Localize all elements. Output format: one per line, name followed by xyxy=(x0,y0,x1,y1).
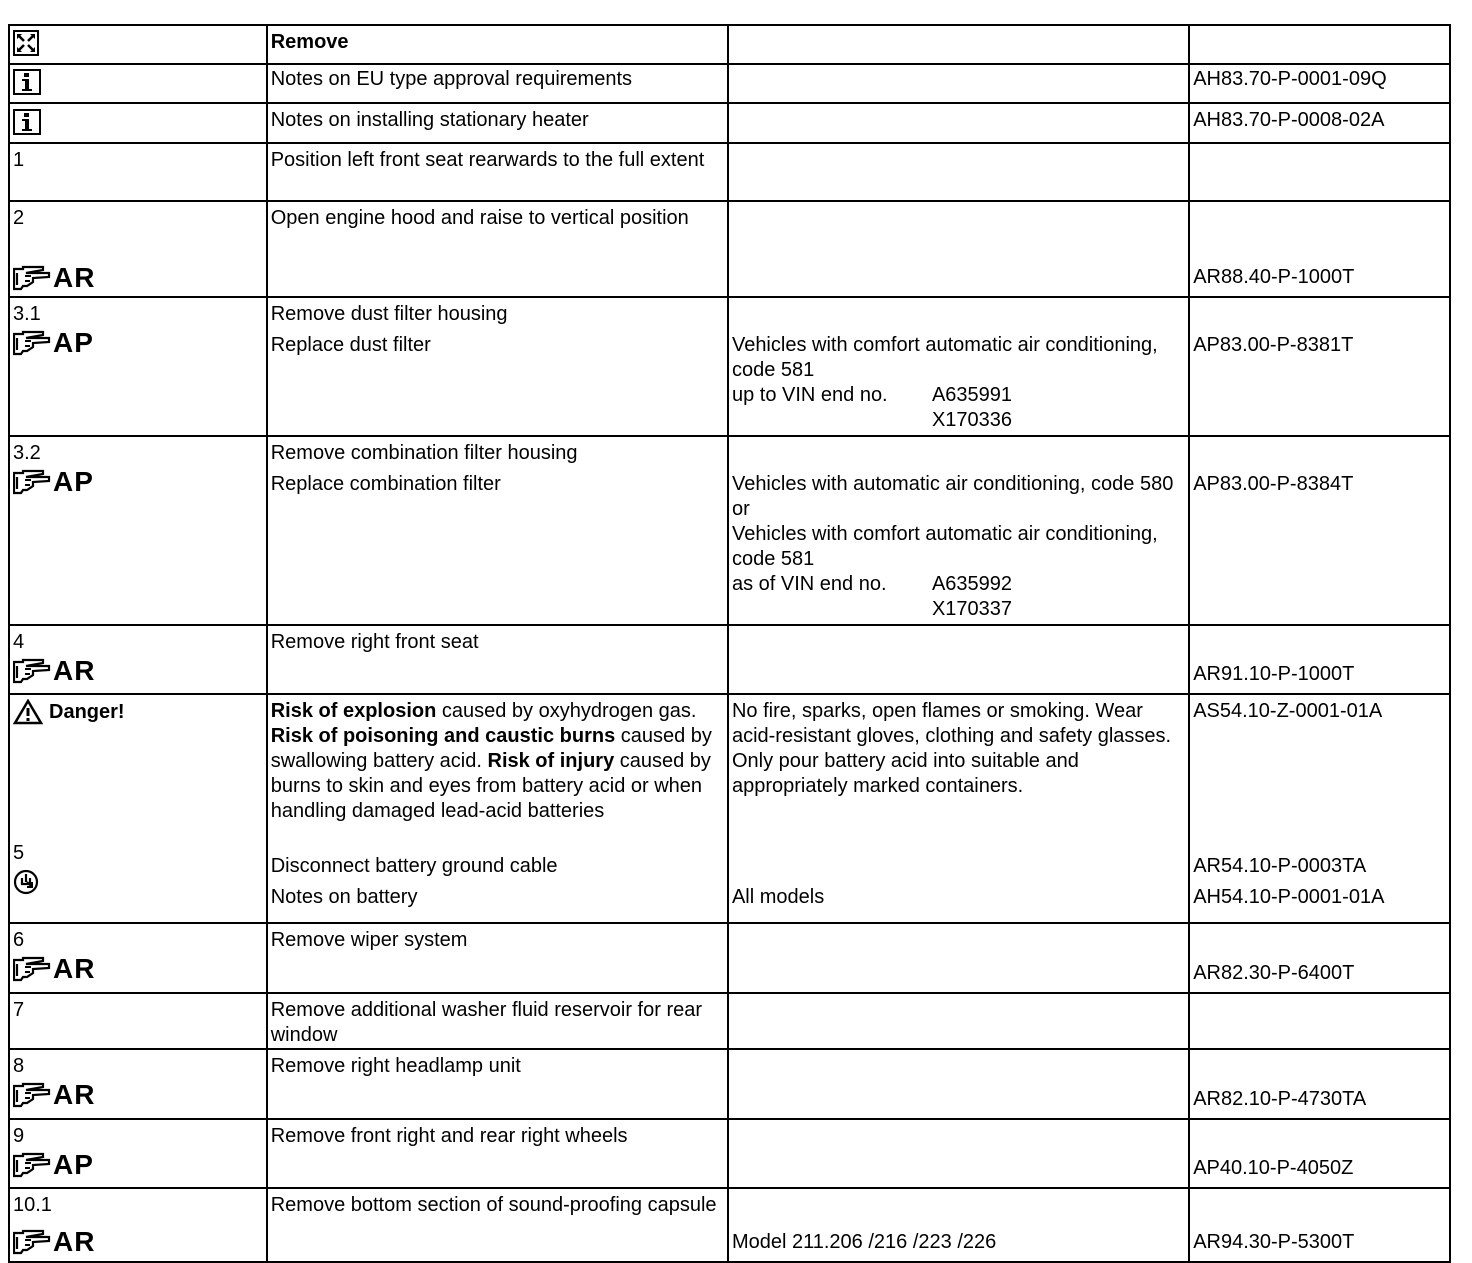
table-row xyxy=(9,25,1450,64)
ap-symbol: AP xyxy=(13,327,261,359)
reference-code[interactable]: AR82.10-P-4730TA xyxy=(1193,1088,1367,1110)
step-number: 1 xyxy=(9,143,267,201)
reference-code[interactable]: AR91.10-P-1000T xyxy=(1193,663,1355,685)
vin-value: X170337 xyxy=(931,598,1013,620)
ar-symbol: AR xyxy=(13,1226,261,1258)
warning-triangle-icon xyxy=(13,699,43,725)
vin-value: A635991 xyxy=(931,384,1013,406)
step-number: 3.1 xyxy=(13,303,41,325)
condition-text: Vehicles with comfort automatic air conditioning, code 581 xyxy=(731,334,1158,381)
danger-note: No fire, sparks, open flames or smoking. Wear acid-resistant gloves, clothing and safety glasses. Only pour battery acid into suitable and appropriately marked containers. xyxy=(731,700,1172,797)
step-number: 2 xyxy=(13,207,25,229)
reference-code[interactable]: AP83.00-P-8381T xyxy=(1193,334,1354,356)
battery-notes-icon xyxy=(13,869,39,895)
info-icon xyxy=(13,109,41,135)
step-text: Remove bottom section of sound-proofing capsule xyxy=(267,1188,728,1262)
ar-symbol: AR xyxy=(13,262,95,294)
reference-code[interactable]: AH54.10-P-0001-01A xyxy=(1193,886,1385,908)
table-row xyxy=(9,1188,1450,1262)
note-link: Notes on EU type approval requirements xyxy=(267,64,728,103)
note-link: Notes on installing stationary heater xyxy=(267,103,728,143)
table-row xyxy=(9,993,1450,1049)
pointing-hand-icon xyxy=(13,1229,51,1255)
step-text: Remove additional washer fluid reservoir for rear window xyxy=(267,993,728,1049)
pointing-hand-icon xyxy=(13,265,51,291)
removal-icon xyxy=(13,30,39,56)
section-title: Remove xyxy=(267,25,728,64)
step-text: Remove combination filter housing xyxy=(270,442,578,464)
table-row xyxy=(9,694,1450,923)
reference-code[interactable]: AR54.10-P-0003TA xyxy=(1193,855,1367,877)
step-number: 5 xyxy=(13,842,25,864)
table-row xyxy=(9,1049,1450,1119)
ar-symbol: AR xyxy=(13,655,261,687)
table-row xyxy=(9,625,1450,694)
step-text: Notes on battery xyxy=(270,886,418,908)
step-text: Position left front seat rearwards to the full extent xyxy=(267,143,728,201)
step-text: Open engine hood and raise to vertical position xyxy=(267,201,728,297)
step-text: Remove wiper system xyxy=(267,923,728,993)
ap-symbol: AP xyxy=(13,1149,261,1181)
pointing-hand-icon xyxy=(13,469,51,495)
step-number: 6 xyxy=(13,929,25,951)
condition-text: Vehicles with automatic air conditioning, code 580 or xyxy=(731,473,1174,520)
condition-text: Vehicles with comfort automatic air conditioning, code 581 xyxy=(731,523,1158,570)
step-text: Replace combination filter xyxy=(270,473,501,495)
reference-code[interactable]: AP40.10-P-4050Z xyxy=(1193,1157,1354,1179)
vin-value: X170336 xyxy=(931,409,1013,431)
table-row xyxy=(9,143,1450,201)
vin-label: as of VIN end no. xyxy=(731,573,887,595)
reference-code[interactable]: AS54.10-Z-0001-01A xyxy=(1193,700,1383,722)
pointing-hand-icon xyxy=(13,1082,51,1108)
info-icon xyxy=(13,69,41,95)
step-text: Replace dust filter xyxy=(270,334,431,356)
pointing-hand-icon xyxy=(13,1152,51,1178)
danger-text: Risk of explosion caused by oxyhydrogen gas. Risk of poisoning and caustic burns caused by swallowing battery acid. Risk of injury caused by burns to skin and eyes from battery acid or when handling damaged lead-acid batteries xyxy=(270,700,712,822)
pointing-hand-icon xyxy=(13,330,51,356)
pointing-hand-icon xyxy=(13,658,51,684)
step-text: Disconnect battery ground cable xyxy=(270,855,558,877)
table-row xyxy=(9,1119,1450,1188)
step-number: 8 xyxy=(13,1055,25,1077)
condition-text: Model 211.206 /216 /223 /226 xyxy=(731,1231,997,1253)
table-row xyxy=(9,923,1450,993)
ar-symbol: AR xyxy=(13,953,261,985)
table-row xyxy=(9,436,1450,625)
vin-value: A635992 xyxy=(931,573,1013,595)
reference-code[interactable]: AH83.70-P-0008-02A xyxy=(1189,103,1450,143)
ar-symbol: AR xyxy=(13,1079,261,1111)
procedure-table xyxy=(8,24,1451,1263)
pointing-hand-icon xyxy=(13,956,51,982)
step-number: 9 xyxy=(13,1125,25,1147)
ap-symbol: AP xyxy=(13,466,261,498)
step-number: 3.2 xyxy=(13,442,41,464)
table-row xyxy=(9,297,1450,436)
step-number: 10.1 xyxy=(13,1194,52,1216)
vin-label: up to VIN end no. xyxy=(731,384,888,406)
step-text: Remove front right and rear right wheels xyxy=(267,1119,728,1188)
reference-code[interactable]: AH83.70-P-0001-09Q xyxy=(1189,64,1450,103)
table-row xyxy=(9,64,1450,103)
reference-code[interactable]: AP83.00-P-8384T xyxy=(1193,473,1354,495)
table-row xyxy=(9,201,1450,297)
reference-code[interactable]: AR82.30-P-6400T xyxy=(1193,962,1355,984)
reference-code[interactable]: AR94.30-P-5300T xyxy=(1193,1231,1355,1253)
remove-symbol-cell xyxy=(9,25,267,64)
danger-label: Danger! xyxy=(49,700,125,723)
reference-code[interactable]: AR88.40-P-1000T xyxy=(1193,266,1355,288)
step-number: 4 xyxy=(13,631,25,653)
step-text: Remove right headlamp unit xyxy=(267,1049,728,1119)
condition-text: All models xyxy=(731,886,825,908)
step-text: Remove right front seat xyxy=(267,625,728,694)
step-number: 7 xyxy=(9,993,267,1049)
step-text: Remove dust filter housing xyxy=(270,303,508,325)
table-row xyxy=(9,103,1450,143)
